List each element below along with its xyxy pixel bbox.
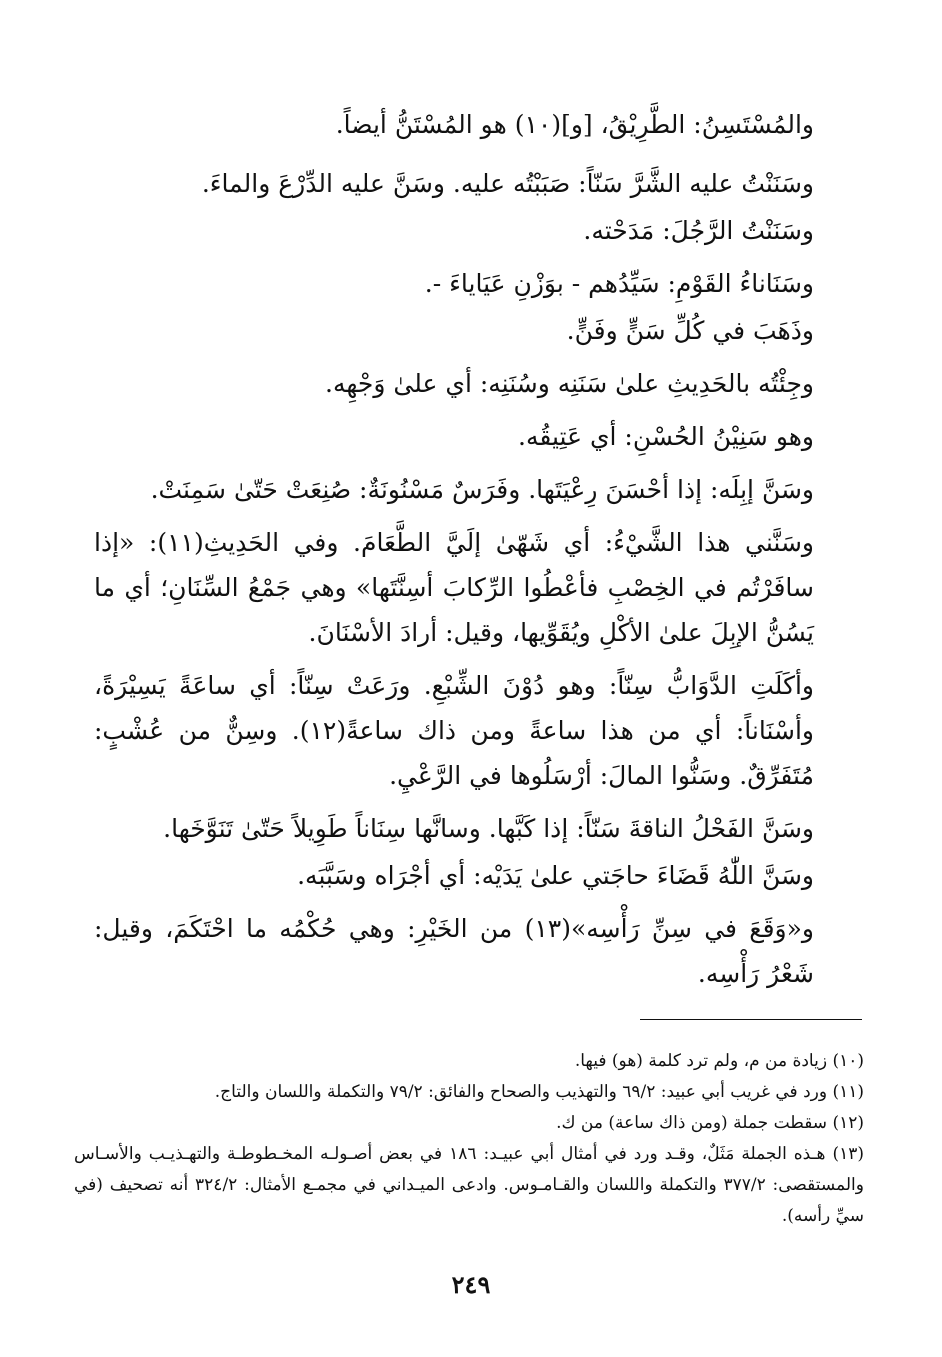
paragraph: وذَهَبَ في كُلِّ سَنٍّ وفَنٍّ. <box>566 316 814 345</box>
paragraph: وسَنَنْتُ الرَّجُلَ: مَدَحْته. <box>583 216 814 245</box>
paragraph: وسَنَّ إبِلَه: إذا أحْسَنَ رِعْيَتَها. وفَرَسٌ مَسْنُونَةٌ: صُنِعَتْ حَتّىٰ سَمِنَتْ. <box>150 475 814 504</box>
paragraph: والمُسْتَسِنُ: الطَّرِيْقُ، [و](١٠) هو المُسْتَنُّ أيضاً. <box>335 110 814 139</box>
paragraph: وجِئْتُه بالحَدِيثِ علىٰ سَنَنِه وسُنَنِه: أي علىٰ وَجْهِه. <box>325 369 814 398</box>
footnotes <box>74 1046 864 1232</box>
paragraph: وسَنَّني هذا الشَّيْءُ: أي شَهّىٰ إلَيَّ الطَّعَامَ. وفي الحَدِيثِ(١١): «إذا سافَرْتُم في الخِصْبِ فأعْطُوا الرِّكابَ أسِنَّتَها» وهي جَمْعُ السِّنَانِ؛ أي ما يَسُنُّ الإبِلَ علىٰ الأكْلِ ويُقَوِّيها، وقيل: أرادَ الأسْنَانَ. <box>94 528 814 647</box>
footnote-separator <box>640 1019 862 1021</box>
main-text <box>94 102 814 1004</box>
paragraph: و«وَقَعَ في سِنِّ رَأْسِه»(١٣) من الخَيْرِ: وهي حُكْمُه ما احْتَكَمَ، وقيل: شَعْرُ رَأْسِه. <box>94 914 814 988</box>
footnote: (١١) ورد في غريب أبي عبيد: ٦٩/٢ والتهذيب والصحاح والفائق: ٧٩/٢ والتكملة واللسان والتاج. <box>214 1082 864 1102</box>
paragraph: وسَنَاناءُ القَوْمِ: سَيِّدُهم - بوَزْنِ عَيَاياءَ -. <box>424 269 814 298</box>
paragraph: وسَنَنْتُ عليه الشَّرَّ سَنّاً: صَبَبْتُه عليه. وسَنَّ عليه الدِّرْعَ والماءَ. <box>201 169 814 198</box>
footnote: (١٣) هـذه الجملة مَثَلٌ، وقـد ورد في أمثال أبي عبيـد: ١٨٦ في بعض أصـولـه المخـطوطـة والتهـذيـب والأسـاس والمستقصى: ٣٧٧/٢ والتكملة واللسان والقـامـوس. وادعى الميـداني في مجمـع الأمثال: ٣٢٤/٢ أنه تصحيف (في سيِّ رأسه). <box>74 1144 864 1226</box>
page-number: ٢٤٩ <box>451 1270 491 1299</box>
footnote: (١٠) زيادة من م، ولم ترد كلمة (هو) فيها. <box>574 1051 864 1071</box>
paragraph: وسَنَّ الفَحْلُ الناقةَ سَنّاً: إذا كَبَّها. وسانَّها سِنَاناً طَوِيلاً حَتّىٰ تَنَوَّخَها. <box>163 814 814 843</box>
paragraph: وهو سَنِيْنُ الحُسْنِ: أي عَتِيقُه. <box>518 422 814 451</box>
paragraph: وأكَلَتِ الدَّوَابُّ سِنّاً: وهو دُوْنَ الشِّبْعِ. ورَعَتْ سِنّاً: أي ساعَةً يَسِيْرَةً، وأسْنَاناً: أي من هذا ساعةً ومن ذاك ساعةً(١٢). وسِنٌّ من عُشْبٍ: مُتَفَرِّقٌ. وسَنُّوا المالَ: أرْسَلُوها في الرَّعْيِ. <box>94 671 814 790</box>
paragraph: وسَنَّ اللّٰهُ قَضَاءَ حاجَتي علىٰ يَدَيْه: أي أجْرَاه وسَبَّبَه. <box>297 861 814 890</box>
footnote: (١٢) سقطت جملة (ومن ذاك ساعة) من ك. <box>556 1113 864 1133</box>
